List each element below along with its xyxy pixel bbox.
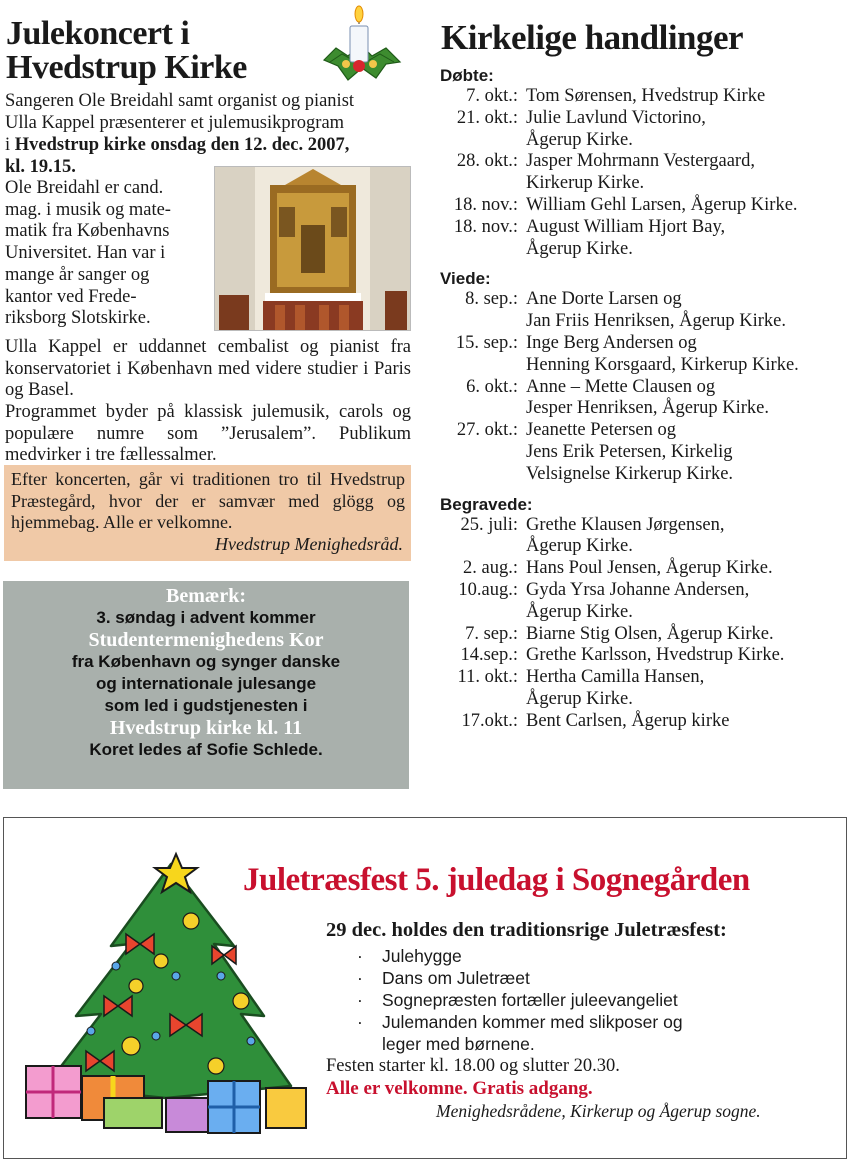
bio-line: matik fra Københavns bbox=[5, 221, 170, 242]
event-date: 2. aug.: bbox=[463, 558, 518, 579]
event-name: Jesper Henriksen, Ågerup Kirke. bbox=[526, 398, 769, 419]
event-name: Anne – Mette Clausen og bbox=[526, 376, 716, 397]
church-altar-photo bbox=[214, 166, 411, 331]
organist-bio: Ulla Kappel er uddannet cembalist og pianist fra konservatoriet i København med videre studier i Paris og Basel. bbox=[5, 337, 411, 401]
event-name: Ågerup Kirke. bbox=[526, 129, 633, 150]
married-list bbox=[440, 289, 848, 485]
event-date: 11. okt.: bbox=[457, 667, 518, 688]
note-choir-name: Studentermenighedens Kor bbox=[88, 629, 324, 651]
baptized-list bbox=[440, 86, 848, 260]
baptized-heading: Døbte: bbox=[440, 66, 494, 85]
event-date bbox=[440, 689, 520, 711]
list-item bbox=[440, 580, 848, 602]
event-date bbox=[440, 239, 520, 261]
list-item-continuation bbox=[440, 689, 848, 711]
event-date: 7. sep.: bbox=[465, 623, 518, 644]
event-name: Inge Berg Andersen og bbox=[526, 332, 697, 353]
list-item-continuation bbox=[440, 130, 848, 152]
event-name: Julie Lavlund Victorino, bbox=[526, 107, 706, 128]
list-item-continuation bbox=[440, 442, 848, 464]
bullet-icon: · bbox=[357, 990, 363, 1010]
note-line: Koret ledes af Sofie Schlede. bbox=[89, 740, 323, 759]
event-date bbox=[440, 536, 520, 558]
event-name: Tom Sørensen, Hvedstrup Kirke bbox=[526, 86, 766, 106]
event-date bbox=[440, 442, 520, 464]
list-item bbox=[440, 151, 848, 173]
event-name: Jan Friis Henriksen, Ågerup Kirke. bbox=[526, 311, 786, 332]
note-line: som led i gudstjenesten i bbox=[104, 696, 308, 715]
event-date bbox=[440, 398, 520, 420]
married-heading: Viede: bbox=[440, 269, 491, 289]
list-item bbox=[440, 645, 848, 667]
list-item bbox=[440, 86, 848, 108]
event-name: Ågerup Kirke. bbox=[526, 536, 633, 557]
concert-intro-line1: Sangeren Ole Breidahl samt organist og pianist bbox=[5, 91, 355, 111]
list-item bbox=[440, 420, 848, 442]
event-date: 18. nov.: bbox=[453, 194, 518, 215]
event-date: 8. sep.: bbox=[465, 289, 518, 310]
event-date: 17.okt.: bbox=[461, 710, 518, 731]
list-item bbox=[440, 377, 848, 399]
event-name: Jens Erik Petersen, Kirkelig bbox=[526, 441, 733, 462]
event-date bbox=[440, 355, 520, 377]
concert-time: kl. 19.15. bbox=[5, 157, 76, 177]
after-concert-text: Efter koncerten, går vi traditionen tro til Hvedstrup Præstegård, hvor der er samvær med glögg og hjemmebag. Alle er velkomne. bbox=[11, 469, 405, 532]
party-time: Festen starter kl. 18.00 og slutter 20.30. bbox=[326, 1056, 620, 1076]
concert-intro-line2: Ulla Kappel præsenterer et julemusikprogram bbox=[5, 113, 345, 133]
list-item-continuation: leger med børnene. bbox=[382, 1034, 535, 1054]
event-name: August William Hjort Bay, bbox=[526, 216, 726, 237]
event-name: Biarne Stig Olsen, Ågerup Kirke. bbox=[526, 623, 774, 644]
bio-line: mange år sanger og bbox=[5, 264, 150, 285]
party-title: Juletræsfest 5. juledag i Sognegården bbox=[243, 862, 750, 898]
list-item-continuation bbox=[440, 536, 848, 558]
list-item-continuation bbox=[440, 602, 848, 624]
program-text: Programmet byder på klassisk julemusik, carols og populære numre som ”Jerusalem”. Publikum medvirker i tre fællessalmer. bbox=[5, 402, 411, 466]
event-name: Hertha Camilla Hansen, bbox=[526, 667, 705, 688]
event-name: Grethe Karlsson, Hvedstrup Kirke. bbox=[526, 645, 785, 666]
list-item-continuation bbox=[440, 355, 848, 377]
after-concert-signature: Hvedstrup Menighedsråd. bbox=[215, 534, 403, 554]
note-heading: Bemærk: bbox=[166, 585, 246, 607]
event-name: Ane Dorte Larsen og bbox=[526, 289, 682, 310]
bullet-icon: · bbox=[357, 968, 363, 988]
concert-title-line2: Hvedstrup Kirke bbox=[6, 49, 247, 86]
event-date bbox=[440, 602, 520, 624]
event-date: 21. okt.: bbox=[456, 107, 518, 128]
singer-bio bbox=[5, 178, 211, 330]
bullet-icon: · bbox=[357, 946, 363, 966]
list-item bbox=[440, 108, 848, 130]
event-date bbox=[440, 464, 520, 486]
event-name: Gyda Yrsa Johanne Andersen, bbox=[526, 579, 750, 600]
bullet-icon: · bbox=[357, 1012, 363, 1032]
list-item bbox=[440, 667, 848, 689]
party-signature: Menighedsrådene, Kirkerup og Ågerup sogne. bbox=[436, 1101, 761, 1121]
list-item-continuation bbox=[440, 173, 848, 195]
concert-venue-date: Hvedstrup kirke onsdag den 12. dec. 2007, bbox=[14, 135, 350, 155]
list-item-continuation bbox=[440, 311, 848, 333]
list-item: · Dans om Juletræet bbox=[357, 968, 530, 988]
event-name: Jeanette Petersen og bbox=[526, 420, 676, 441]
note-line: 3. søndag i advent kommer bbox=[96, 608, 316, 627]
list-item: · Julemanden kommer med slikposer og bbox=[357, 1012, 683, 1032]
concert-title-line1: Julekoncert i bbox=[6, 15, 190, 52]
event-date bbox=[440, 130, 520, 152]
event-name: Ågerup Kirke. bbox=[526, 238, 633, 259]
event-name: Bent Carlsen, Ågerup kirke bbox=[526, 710, 730, 731]
event-name: Ågerup Kirke. bbox=[526, 601, 633, 622]
church-events-list bbox=[440, 66, 848, 733]
church-events-title: Kirkelige handlinger bbox=[441, 18, 744, 57]
bio-line: Ole Breidahl er cand. bbox=[5, 178, 164, 198]
choir-note-box bbox=[3, 581, 409, 789]
event-date: 15. sep.: bbox=[455, 332, 518, 353]
buried-list bbox=[440, 515, 848, 733]
bio-line: kantor ved Frede- bbox=[5, 286, 137, 307]
event-name: Grethe Klausen Jørgensen, bbox=[526, 514, 725, 535]
concert-intro-line3: i Hvedstrup kirke onsdag den 12. dec. 2007, bbox=[5, 135, 350, 155]
event-name: Jasper Mohrmann Vestergaard, bbox=[526, 151, 755, 172]
event-date bbox=[440, 311, 520, 333]
note-line: fra København og synger danske bbox=[71, 652, 341, 671]
party-subtitle: 29 dec. holdes den traditionsrige Juletræsfest: bbox=[326, 919, 727, 941]
list-item bbox=[440, 217, 848, 239]
note-line: og internationale julesange bbox=[95, 674, 317, 693]
event-name: Ågerup Kirke. bbox=[526, 688, 633, 709]
event-date: 27. okt.: bbox=[456, 420, 518, 441]
event-name: Kirkerup Kirke. bbox=[526, 173, 645, 194]
after-concert-box bbox=[4, 465, 411, 561]
event-date: 18. nov.: bbox=[453, 216, 518, 237]
event-date: 14.sep.: bbox=[460, 645, 518, 666]
list-item-continuation bbox=[440, 239, 848, 261]
bio-line: riksborg Slotskirke. bbox=[5, 308, 151, 329]
list-item bbox=[440, 289, 848, 311]
list-item-continuation bbox=[440, 464, 848, 486]
candle-ornament-icon bbox=[316, 4, 406, 86]
event-date bbox=[440, 173, 520, 195]
note-church-time: Hvedstrup kirke kl. 11 bbox=[109, 717, 303, 739]
event-name: Henning Korsgaard, Kirkerup Kirke. bbox=[526, 354, 799, 375]
event-date: 25. juli: bbox=[460, 514, 518, 535]
buried-heading: Begravede: bbox=[440, 494, 533, 514]
event-date: 10.aug.: bbox=[458, 579, 518, 600]
event-name: William Gehl Larsen, Ågerup Kirke. bbox=[526, 194, 798, 215]
event-date: 28. okt.: bbox=[456, 151, 518, 172]
event-name: Velsignelse Kirkerup Kirke. bbox=[526, 463, 734, 484]
event-date: 7. okt.: bbox=[466, 86, 518, 106]
list-item bbox=[440, 195, 848, 217]
party-welcome: Alle er velkomne. Gratis adgang. bbox=[326, 1078, 593, 1099]
bio-line: mag. i musik og mate- bbox=[5, 199, 171, 220]
list-item-continuation bbox=[440, 398, 848, 420]
event-name: Hans Poul Jensen, Ågerup Kirke. bbox=[526, 558, 773, 579]
list-item bbox=[440, 333, 848, 355]
party-program-list bbox=[357, 945, 683, 1055]
bio-line: Universitet. Han var i bbox=[5, 243, 166, 264]
list-item bbox=[440, 624, 848, 646]
list-item: · Sognepræsten fortæller juleevangeliet bbox=[357, 990, 678, 1010]
list-item bbox=[440, 515, 848, 537]
list-item bbox=[440, 558, 848, 580]
event-date: 6. okt.: bbox=[466, 376, 518, 397]
list-item: · Julehygge bbox=[357, 946, 462, 966]
list-item bbox=[440, 711, 848, 733]
